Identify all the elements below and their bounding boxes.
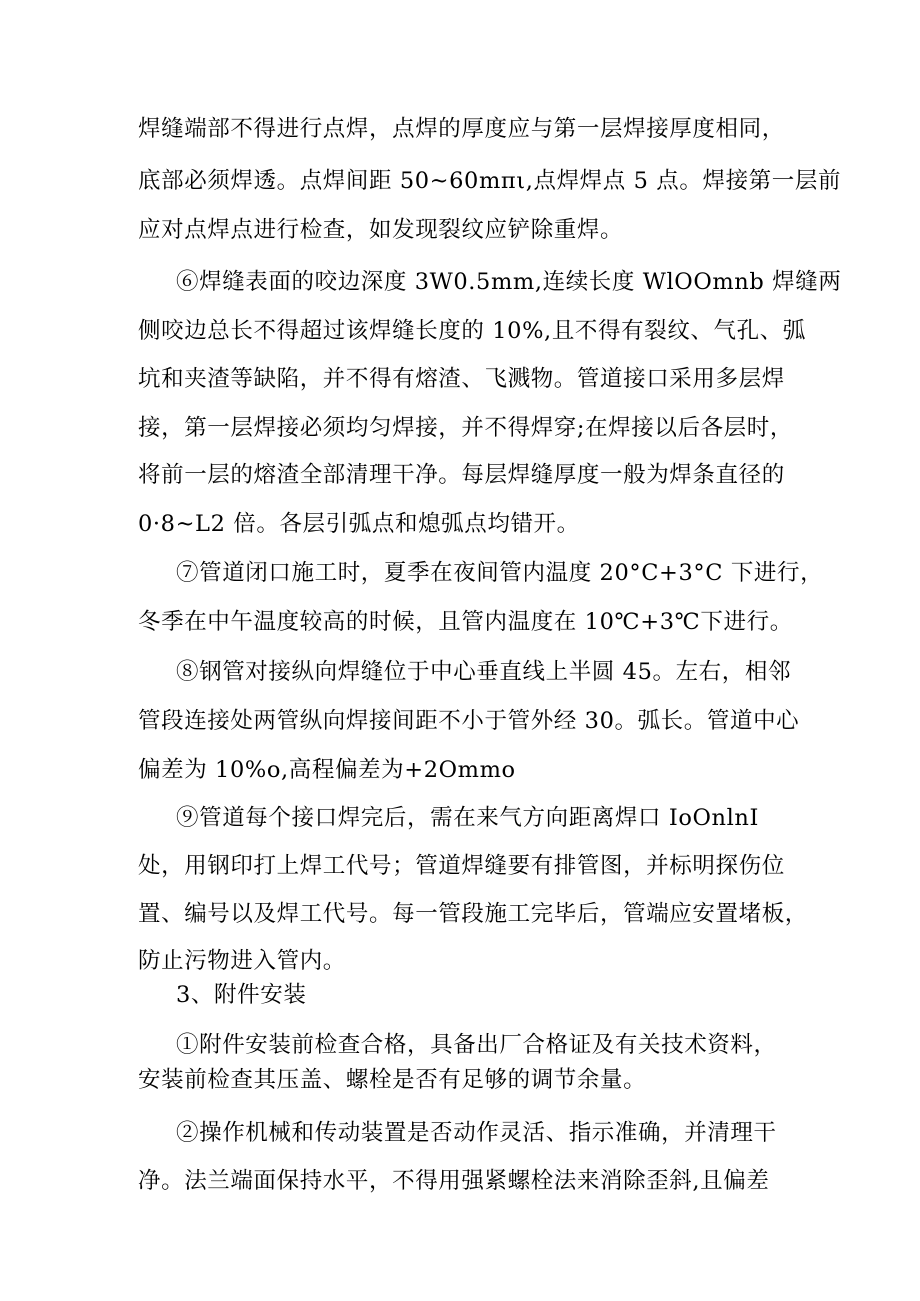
paragraph-line: ⑧钢管对接纵向焊缝位于中心垂直线上半圆 45。左右，相邻 [176,659,792,685]
paragraph-line: ⑦管道闭口施工时，夏季在夜间管内温度 20°C+3°C 下进行， [176,560,824,586]
paragraph-line: 净。法兰端面保持水平，不得用强紧螺栓法来消除歪斜,且偏差 [138,1168,770,1194]
paragraph-line: 防止污物进入管内。 [138,948,346,974]
paragraph-line: ②操作机械和传动装置是否动作灵活、指示准确，并清理干 [176,1120,777,1146]
paragraph-line: 应对点焊点进行检查，如发现裂纹应铲除重焊。 [138,217,624,243]
paragraph-line: 安装前检查其压盖、螺栓是否有足够的调节余量。 [138,1067,647,1093]
section-heading: 3、附件安装 [176,982,307,1008]
paragraph-line: 冬季在中午温度较高的时候，且管内温度在 10℃+3℃下进行。 [138,609,793,635]
paragraph-line: 底部必须焊透。点焊间距 50~60mπι,点焊焊点 5 点。焊接第一层前 [138,168,842,194]
paragraph-line: 偏差为 10%o,高程偏差为+2Ommo [138,757,516,783]
paragraph-line: 坑和夹渣等缺陷，并不得有熔渣、飞溅物。管道接口采用多层焊 [138,366,785,392]
paragraph-line: 管段连接处两管纵向焊接间距不小于管外经 30。弧长。管道中心 [138,708,800,734]
paragraph-line: ①附件安装前检查合格，具备出厂合格证及有关技术资料， [176,1032,777,1058]
paragraph-line: 将前一层的熔渣全部清理干净。每层焊缝厚度一般为焊条直径的 [138,462,785,488]
paragraph-line: ⑥焊缝表面的咬边深度 3W0.5mm,连续长度 WlOOmnb 焊缝两 [176,269,842,295]
paragraph-line: 0·8~L2 倍。各层引弧点和熄弧点均错开。 [138,511,580,537]
paragraph-line: ⑨管道每个接口焊完后，需在来气方向距离焊口 IoOnlnI [176,805,759,831]
paragraph-line: 接，第一层焊接必须均匀焊接，并不得焊穿;在焊接以后各层时， [138,415,793,441]
paragraph-line: 处，用钢印打上焊工代号；管道焊缝要有排管图，并标明探伤位 [138,853,785,879]
paragraph-line: 侧咬边总长不得超过该焊缝长度的 10%,且不得有裂纹、气孔、弧 [138,318,806,344]
paragraph-line: 置、编号以及焊工代号。每一管段施工完毕后，管端应安置堵板， [138,901,808,927]
paragraph-line: 焊缝端部不得进行点焊，点焊的厚度应与第一层焊接厚度相同， [138,116,785,142]
